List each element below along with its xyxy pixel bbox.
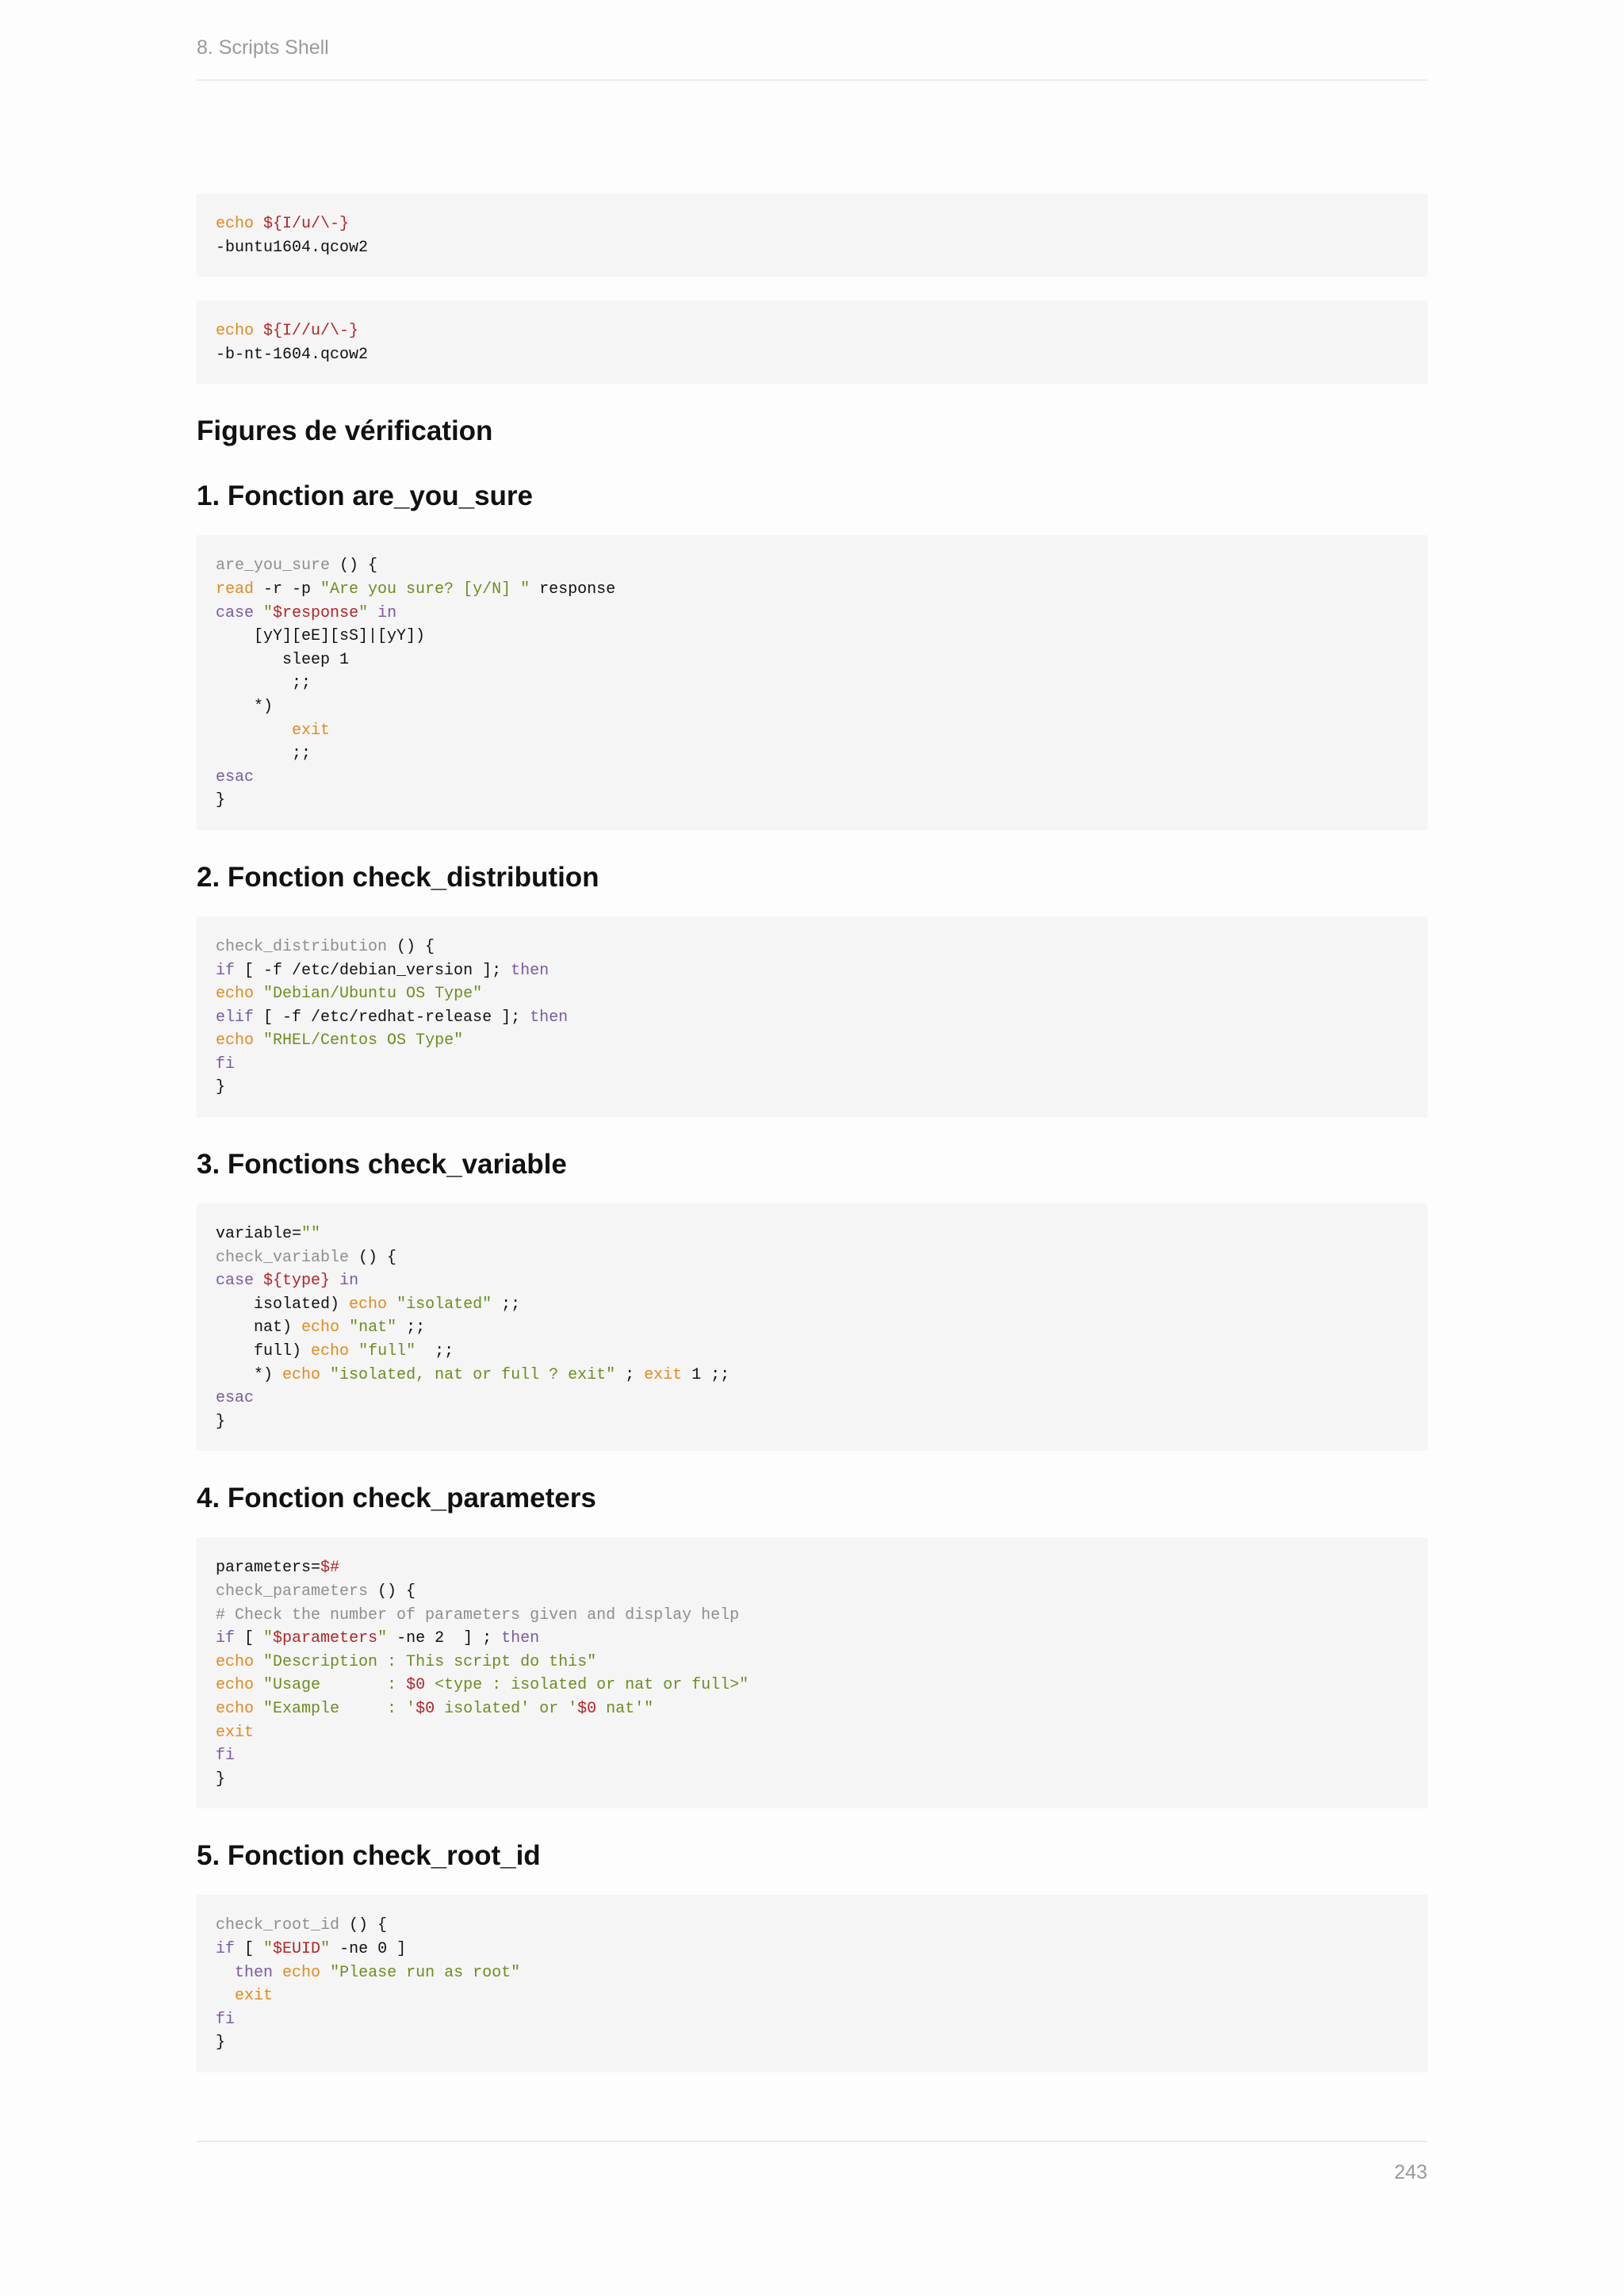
code-token: echo [216, 1699, 255, 1718]
code-token: [ [235, 1939, 264, 1958]
code-token: " [263, 1939, 274, 1958]
code-token: "Example : ' [263, 1699, 416, 1718]
code-line [216, 1269, 1408, 1293]
code-line [216, 320, 1408, 343]
code-line [216, 578, 1408, 602]
code-token: "isolated, nat or full ? exit" [330, 1365, 616, 1384]
code-token [254, 1700, 263, 1718]
code-line [216, 789, 1408, 813]
code-token [254, 1031, 263, 1050]
code-token: } [216, 1770, 226, 1789]
code-token: ;; [216, 674, 312, 693]
code-token: "nat" [349, 1318, 397, 1337]
code-token: isolated) [216, 1295, 350, 1314]
code-line [216, 1721, 1408, 1745]
code-line [216, 1961, 1408, 1985]
code-token: then [235, 1963, 274, 1982]
code-line [216, 625, 1408, 649]
code-line [216, 1580, 1408, 1604]
subsection-heading: 4. Fonction check_parameters [197, 1483, 596, 1514]
code-token: echo [216, 1652, 255, 1671]
code-token: ;; [492, 1295, 521, 1314]
code-token: exit [292, 721, 331, 740]
code-line [216, 1556, 1408, 1580]
code-token [254, 215, 263, 233]
code-line [216, 1651, 1408, 1674]
code-token: if [216, 1939, 236, 1958]
code-line [216, 1076, 1408, 1100]
code-line [216, 1914, 1408, 1938]
code-line [216, 343, 1408, 367]
code-token [254, 604, 263, 622]
code-token: full) [216, 1342, 312, 1361]
code-token [216, 1964, 235, 1982]
code-block [197, 1537, 1427, 1808]
code-token: sleep 1 [216, 650, 350, 669]
section-heading: Figures de vérification [197, 415, 493, 447]
code-token: echo [282, 1365, 321, 1384]
code-token: } [216, 1078, 226, 1097]
code-token: if [216, 961, 236, 980]
code-token: echo [282, 1963, 321, 1982]
code-token: "Debian/Ubuntu OS Type" [263, 985, 483, 1004]
code-token: $parameters [273, 1629, 378, 1648]
code-token: <type : isolated or nat or full>" [425, 1676, 749, 1695]
code-token: read [216, 580, 255, 599]
code-token: } [216, 791, 226, 810]
code-token: variable= [216, 1225, 302, 1244]
code-token: *) [216, 1365, 283, 1384]
code-token: } [216, 2034, 226, 2053]
code-token: " [320, 1939, 331, 1958]
code-token [339, 1318, 349, 1337]
code-token: "RHEL/Centos OS Type" [263, 1031, 464, 1050]
code-token: -b-nt-1604.qcow2 [216, 345, 369, 364]
code-token: ;; [216, 744, 312, 763]
code-line [216, 1674, 1408, 1697]
code-line [216, 1029, 1408, 1053]
code-line [216, 1246, 1408, 1270]
page-number: 243 [1394, 2161, 1427, 2183]
subsection-heading: 2. Fonction check_distribution [197, 861, 599, 893]
code-line [216, 672, 1408, 695]
code-token: echo [216, 215, 255, 233]
code-token [368, 604, 377, 622]
code-token: " [263, 1629, 274, 1648]
code-line [216, 982, 1408, 1006]
code-block [197, 300, 1427, 384]
running-header: 8. Scripts Shell [197, 36, 329, 59]
code-line [216, 554, 1408, 578]
code-line [216, 719, 1408, 743]
code-line [216, 1387, 1408, 1410]
code-token: # Check the number of parameters given and display help [216, 1605, 740, 1624]
code-token: "Usage : [263, 1676, 407, 1695]
code-token: "isolated" [396, 1295, 492, 1314]
code-token: () { [330, 557, 378, 576]
code-token [349, 1342, 358, 1360]
code-token: ${I/u/\-} [263, 215, 350, 233]
code-token: case [216, 603, 255, 622]
code-line [216, 1293, 1408, 1317]
code-token: () { [349, 1248, 397, 1267]
code-line [216, 936, 1408, 959]
code-line [216, 959, 1408, 983]
code-token: nat'" [596, 1699, 654, 1718]
code-token: $response [273, 603, 359, 622]
code-token: if [216, 1629, 236, 1648]
code-token: case [216, 1272, 255, 1291]
code-token: ${I//u/\-} [263, 322, 359, 341]
code-token: fi [216, 2010, 236, 2029]
code-line [216, 1340, 1408, 1364]
code-token: 1 ;; [682, 1365, 730, 1384]
code-token: -ne 2 ] ; [387, 1629, 502, 1648]
code-token: " [377, 1629, 388, 1648]
code-token: check_distribution [216, 937, 388, 956]
code-token: elif [216, 1008, 255, 1027]
code-block [197, 1895, 1427, 2072]
code-line [216, 1410, 1408, 1434]
code-token: () { [368, 1582, 416, 1601]
header-divider [197, 79, 1427, 81]
code-token: isolated' or ' [435, 1699, 578, 1718]
code-token: " [358, 603, 369, 622]
code-token: in [377, 603, 397, 622]
code-token: exit [235, 1987, 274, 2006]
code-token: [yY][eE][sS]|[yY]) [216, 627, 426, 646]
code-line [216, 602, 1408, 626]
code-token: fi [216, 1747, 236, 1766]
code-line [216, 1938, 1408, 1961]
code-token: echo [216, 1676, 255, 1695]
code-token: in [339, 1272, 359, 1291]
code-token: $0 [406, 1676, 426, 1695]
code-token: "" [301, 1225, 321, 1244]
code-token: $0 [416, 1699, 435, 1718]
code-token: ${type} [263, 1272, 331, 1291]
code-token: () { [387, 937, 435, 956]
code-token: response [530, 580, 616, 599]
code-token: $EUID [273, 1939, 321, 1958]
code-token: *) [216, 697, 274, 716]
code-token: are_you_sure [216, 557, 331, 576]
code-token: " [263, 603, 274, 622]
code-token [320, 1964, 330, 1982]
code-line [216, 2008, 1408, 2032]
subsection-heading: 1. Fonction are_you_sure [197, 480, 534, 512]
code-token: } [216, 1412, 226, 1431]
code-token [320, 1366, 330, 1384]
code-token: ;; [396, 1318, 426, 1337]
code-token [254, 1653, 263, 1671]
code-line [216, 1223, 1408, 1246]
code-token: check_variable [216, 1248, 350, 1267]
code-token: check_parameters [216, 1582, 369, 1601]
code-line [216, 236, 1408, 260]
code-line [216, 1984, 1408, 2008]
code-token: [ -f /etc/debian_version ]; [235, 961, 511, 980]
code-token [254, 1272, 263, 1290]
code-line [216, 1768, 1408, 1792]
code-token: "Please run as root" [330, 1963, 521, 1982]
code-block [197, 916, 1427, 1117]
code-line [216, 1006, 1408, 1030]
code-token: echo [349, 1295, 388, 1314]
code-line [216, 212, 1408, 236]
code-token [254, 985, 263, 1003]
code-token [273, 1964, 282, 1982]
code-token: $0 [577, 1699, 597, 1718]
code-token: () { [339, 1916, 388, 1935]
code-token [330, 1272, 339, 1290]
code-token: echo [216, 1031, 255, 1050]
code-token: exit [216, 1723, 255, 1742]
code-block [197, 193, 1427, 277]
code-token: then [530, 1008, 569, 1027]
page-content [197, 193, 1427, 2096]
code-line [216, 1053, 1408, 1077]
code-token [387, 1295, 396, 1314]
code-token: [ [235, 1629, 264, 1648]
code-token: esac [216, 1389, 255, 1408]
code-token [254, 1676, 263, 1694]
code-token [216, 1987, 235, 2005]
code-token: "Are you sure? [y/N] " [320, 580, 530, 599]
code-token: nat) [216, 1318, 302, 1337]
code-token: parameters= [216, 1559, 321, 1578]
code-token: echo [311, 1342, 350, 1361]
subsection-heading: 3. Fonctions check_variable [197, 1149, 567, 1181]
code-block [197, 1203, 1427, 1451]
code-token: -buntu1604.qcow2 [216, 238, 369, 257]
code-token: $# [320, 1559, 340, 1578]
code-token: then [501, 1629, 540, 1648]
code-line [216, 2031, 1408, 2055]
code-line [216, 1604, 1408, 1628]
code-token: fi [216, 1054, 236, 1073]
code-line [216, 742, 1408, 766]
code-token: ; [615, 1365, 645, 1384]
subsection-heading: 5. Fonction check_root_id [197, 1840, 541, 1872]
code-token: -r -p [254, 580, 321, 599]
code-token: then [511, 961, 550, 980]
code-line [216, 1364, 1408, 1387]
code-line [216, 1697, 1408, 1721]
footer-divider [197, 2141, 1427, 2142]
code-line [216, 766, 1408, 790]
code-block [197, 535, 1427, 830]
code-token: -ne 0 ] [330, 1939, 407, 1958]
code-token: [ -f /etc/redhat-release ]; [254, 1008, 530, 1027]
code-line [216, 695, 1408, 719]
code-token: "full" [358, 1342, 416, 1361]
code-token [216, 721, 292, 740]
code-token: ;; [416, 1342, 454, 1361]
code-token: echo [301, 1318, 340, 1337]
code-line [216, 1744, 1408, 1768]
code-token: check_root_id [216, 1916, 340, 1935]
code-line [216, 1627, 1408, 1651]
code-token: "Description : This script do this" [263, 1652, 597, 1671]
code-token: echo [216, 985, 255, 1004]
code-token: exit [644, 1365, 683, 1384]
code-line [216, 649, 1408, 672]
code-line [216, 1316, 1408, 1340]
code-token: echo [216, 322, 255, 341]
code-token: esac [216, 767, 255, 786]
code-token [254, 322, 263, 340]
